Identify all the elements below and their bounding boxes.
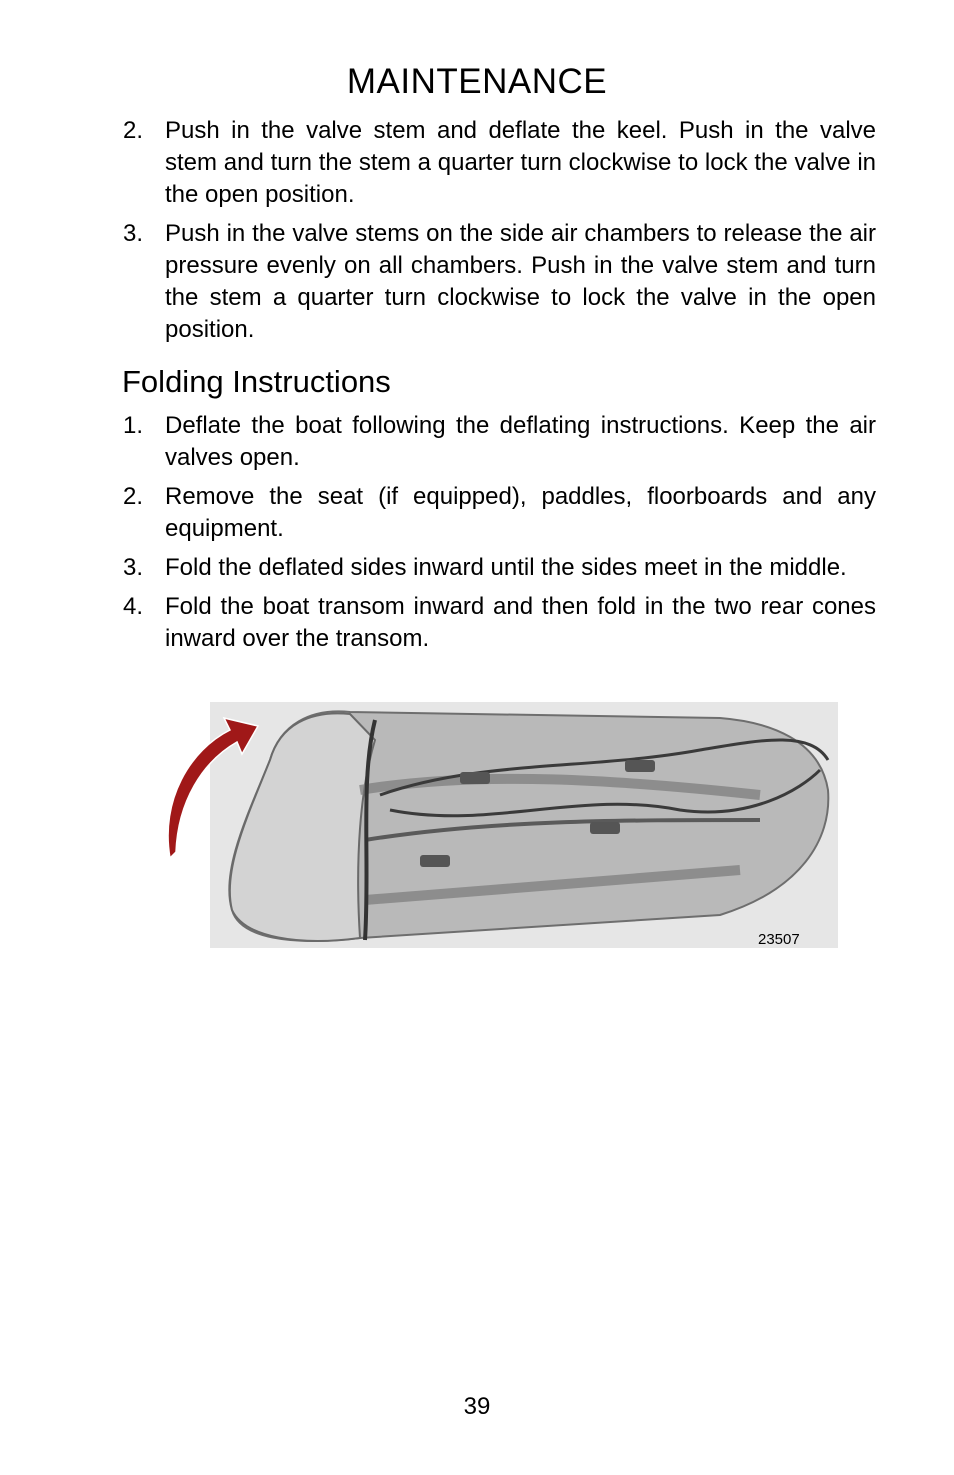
step-number: 3. (123, 220, 144, 247)
folded-boat-illustration (160, 700, 838, 950)
deflate-steps-list (123, 115, 876, 353)
step-number: 3. (123, 554, 144, 581)
step-number: 2. (123, 117, 144, 144)
step-text: Remove the seat (if equipped), paddles, floorboards and any equipment. (165, 483, 876, 542)
list-item (123, 481, 876, 545)
list-item (123, 115, 876, 211)
step-text: Fold the deflated sides inward until the sides meet in the middle. (165, 554, 847, 581)
folding-steps-list (123, 410, 876, 662)
step-text: Fold the boat transom inward and then fold in the two rear cones inward over the transom. (165, 593, 876, 652)
step-text: Deflate the boat following the deflating instructions. Keep the air valves open. (165, 412, 876, 471)
handle (625, 760, 655, 772)
section-title: Folding Instructions (122, 364, 391, 399)
figure-code: 23507 (758, 931, 800, 948)
list-item (123, 552, 876, 584)
list-item (123, 591, 876, 655)
step-number: 1. (123, 412, 144, 439)
step-number: 2. (123, 483, 144, 510)
list-item (123, 410, 876, 474)
page-header: MAINTENANCE (346, 62, 608, 101)
list-item (123, 218, 876, 346)
step-text: Push in the valve stems on the side air chambers to release the air pressure evenly on all chambers. Push in the valve stem and turn the stem a quarter turn clockwise to lock the valve in the open position. (165, 220, 876, 343)
handle (420, 855, 450, 867)
step-number: 4. (123, 593, 144, 620)
page-number: 39 (463, 1393, 491, 1420)
handle (460, 772, 490, 784)
step-text: Push in the valve stem and deflate the keel. Push in the valve stem and turn the stem a quarter turn clockwise to lock the valve in the open position. (165, 117, 876, 208)
handle (590, 822, 620, 834)
